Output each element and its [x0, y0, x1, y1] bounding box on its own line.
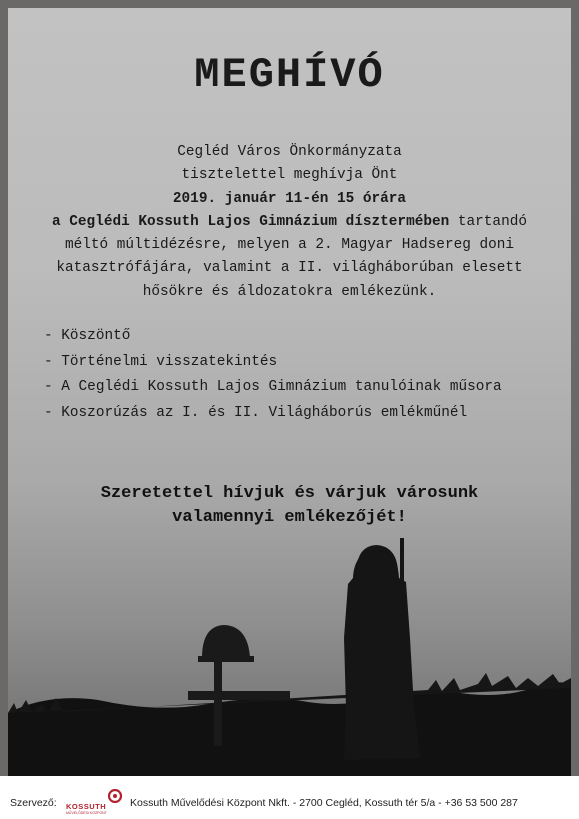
program-item: - A Ceglédi Kossuth Lajos Gimnázium tanulóinak műsora [44, 379, 502, 395]
footer [0, 776, 579, 819]
logo-text: KOSSUTH [66, 802, 107, 811]
grave-cross-post [214, 656, 222, 746]
event-date: 2019. január 11-én 15 órára [172, 190, 407, 207]
helmet-silhouette [202, 625, 250, 658]
program-item: - Köszöntő [44, 328, 131, 344]
intro-text [8, 141, 571, 304]
intro-line-5: méltó múltidézésre, melyen a 2. Magyar Hadsereg doni [64, 237, 515, 254]
closing-line-1: Szeretettel hívjuk és várjuk városunk [100, 484, 479, 503]
page-title: MEGHÍVÓ [194, 51, 385, 99]
program-list [44, 324, 571, 426]
helmet-rim [198, 656, 254, 662]
grave-cross-beam [188, 691, 290, 700]
kossuth-logo [64, 789, 124, 817]
intro-date-line [8, 188, 571, 211]
intro-venue-rest: tartandó [449, 213, 527, 230]
soldier-memorial-silhouette [8, 508, 571, 776]
kossuth-logo-icon [108, 789, 122, 803]
intro-line-1: Cegléd Város Önkormányzata [177, 144, 402, 160]
program-item: - Koszorúzás az I. és II. Világháborús emlékműnél [44, 404, 468, 421]
organizer-label: Szervező: [10, 797, 57, 809]
logo-subtext: MŰVELŐDÉSI KÖZPONT [66, 811, 107, 815]
program-item: - Történelmi visszatekintés [44, 353, 278, 370]
organizer-details: Kossuth Művelődési Központ Nkft. - 2700 Cegléd, Kossuth tér 5/a - +36 53 500 287 [130, 797, 518, 809]
soldier-silhouette [344, 550, 420, 760]
closing-line-2: valamennyi emlékezőjét! [172, 508, 407, 527]
invitation-panel [8, 8, 571, 776]
soldier-helmet [356, 545, 398, 570]
rifle-silhouette [400, 538, 404, 678]
intro-line-6: katasztrófájára, valamint a II. világháborúban elesett [56, 260, 523, 277]
intro-line-7: hősökre és áldozatokra emlékezünk. [142, 283, 437, 300]
intro-venue-line [8, 211, 571, 234]
event-venue: a Ceglédi Kossuth Lajos Gimnázium dísztermében [52, 213, 450, 230]
intro-line-2: tisztelettel meghívja Önt [181, 167, 398, 184]
